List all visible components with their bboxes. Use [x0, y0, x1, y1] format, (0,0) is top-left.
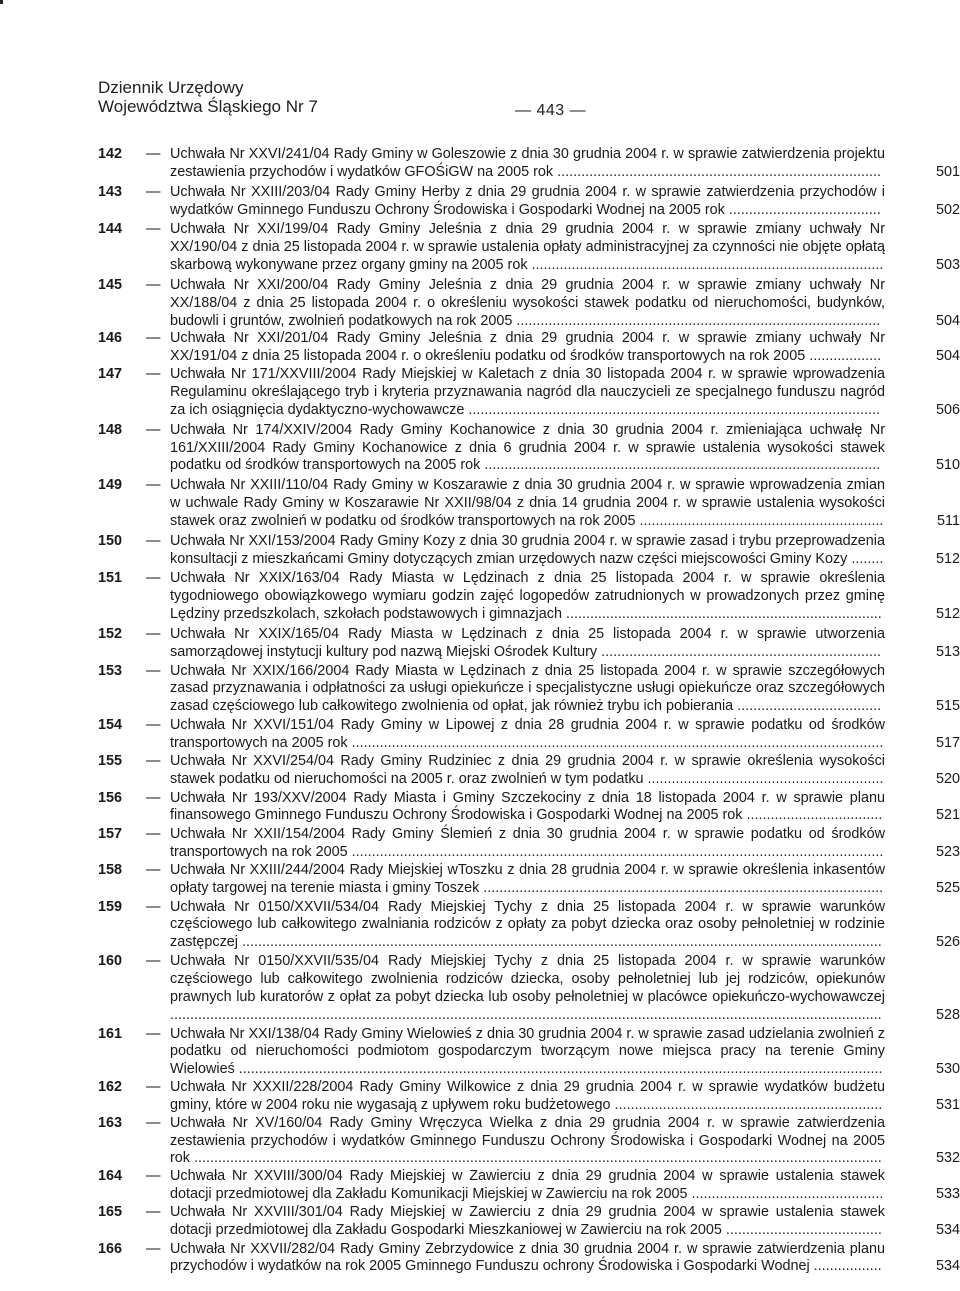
entry-dash: — [146, 366, 161, 383]
entry-page-number: 513 [935, 643, 960, 660]
toc-entry [98, 790, 960, 826]
entry-title: Uchwała Nr 193/XXV/2004 Rady Miasta i Gminy Szczekociny z dnia 18 listopada 2004 r. w sprawie planu finansowego Gminnego Funduszu Ochrony Środowiska i Gospodarki Wodnej na 2005 rok [170, 789, 885, 824]
entry-title: Uchwała Nr XXIII/110/04 Rady Gminy w Koszarawie z dnia 30 grudnia 2004 r. w sprawie wprowadzenia zmian w uchwale Rady Gminy w Koszarawie Nr XXII/98/04 z dnia 14 grudnia 2004 r. w sprawie ustalenia wysokości stawek oraz zwolnień w podatku od środków transportowych na rok 2005 [170, 477, 885, 529]
publication-title-line1: Dziennik Urzędowy [98, 78, 244, 97]
entry-title: Uchwała Nr XXVI/254/04 Rady Gminy Rudziniec z dnia 29 grudnia 2004 r. w sprawie określenia wysokości stawek podatku od nieruchomości na 2005 r. oraz zwolnień w tym podatku [170, 752, 885, 787]
toc-entry [98, 422, 960, 476]
entry-page-number: 525 [935, 879, 960, 896]
dot-leader: ................. [809, 1258, 882, 1275]
entry-title: Uchwała Nr XXI/138/04 Rady Gminy Wielowieś z dnia 30 grudnia 2004 r. w sprawie zasad udzielania zwolnień z podatku od nieruchomości podmiotom gospodarczym tworzącym nowe miejsca pracy na terenie Gminy Wielowieś [170, 1025, 885, 1078]
entry-number: 152 [98, 625, 123, 642]
entry-dash: — [146, 752, 161, 769]
publication-title-line2: Województwa Śląskiego Nr 7 [98, 97, 318, 116]
entry-dash: — [146, 1240, 161, 1257]
entry-page-number: 533 [935, 1186, 960, 1203]
toc-entry [98, 1204, 960, 1240]
entry-title: Uchwała Nr XXIX/165/04 Rady Miasta w Lędzinach z dnia 25 listopada 2004 r. w sprawie utworzenia samorządowej instytucji kultury pod nazwą Miejski Ośrodek Kultury [170, 625, 885, 660]
toc-entry [98, 184, 960, 220]
dot-leader: ........................................................................................... [512, 312, 881, 329]
entry-title: Uchwała Nr XXXII/228/2004 Rady Gminy Wilkowice z dnia 29 grudnia 2004 r. w sprawie wydatków budżetu gminy, które w 2004 roku nie wygasają z upływem roku budżetowego [170, 1079, 885, 1113]
entry-title: Uchwała Nr XXVIII/300/04 Rady Miejskiej w Zawierciu z dnia 29 grudnia 2004 w sprawie ustalenia stawek dotacji przedmiotowej dla Zakładu Komunikacji Miejskiej w Zawierciu na rok 2005 [170, 1168, 885, 1203]
entry-number: 157 [98, 826, 123, 843]
entry-dash: — [146, 953, 161, 970]
toc-entry [98, 953, 960, 1024]
toc-entry [98, 663, 960, 717]
entry-number: 161 [98, 1025, 123, 1042]
entry-number: 147 [98, 366, 123, 383]
dot-leader: ................................................ [687, 1186, 884, 1203]
entry-number: 153 [98, 662, 123, 679]
entry-number: 156 [98, 789, 123, 806]
entry-number: 150 [98, 532, 123, 549]
entry-number: 163 [98, 1114, 123, 1131]
entry-dash: — [146, 625, 161, 642]
entry-dash: — [146, 477, 161, 494]
toc-entry [98, 899, 960, 953]
entry-title: Uchwała Nr XXVII/282/04 Rady Gminy Zebrzydowice z dnia 30 grudnia 2004 r. w sprawie zatwierdzenia planu przychodów i wydatków na rok 2005 Gminnego Funduszu ochrony Środowiska i Gospodarki Wodnej [170, 1240, 885, 1275]
toc-entry [98, 1168, 960, 1204]
entry-number: 142 [98, 146, 123, 162]
entry-number: 164 [98, 1168, 123, 1185]
toc-entry [98, 477, 960, 531]
dot-leader: ............................................................................... [561, 606, 882, 623]
entry-dash: — [146, 146, 161, 162]
dot-leader: .................................. [742, 807, 883, 824]
entry-page-number: 531 [935, 1096, 960, 1113]
toc-entry [98, 146, 960, 182]
dot-leader: ............................................................................................................................................................................ [190, 1150, 882, 1167]
entry-dash: — [146, 276, 161, 293]
entry-page-number: 534 [935, 1258, 960, 1275]
entry-dash: — [146, 826, 161, 843]
entry-title: Uchwała Nr XXI/199/04 Rady Gminy Jeleśnia z dnia 29 grudnia 2004 r. w sprawie zmiany uchwały Nr XX/190/04 z dnia 25 listopada 2004 r. w sprawie ustalenia opłaty administracyjnej za czynności nie objęte opłatą skarbową wykonywane przez organy gminy na 2005 rok [170, 221, 885, 274]
dot-leader: ................................................................................................... [480, 457, 881, 474]
entry-page-number: 512 [935, 550, 960, 567]
entry-page-number: 528 [935, 1006, 960, 1023]
entry-title: Uchwała Nr 0150/XXVII/535/04 Rady Miejskiej Tychy z dnia 25 listopada 2004 r. w sprawie warunków częściowego lub całkowitego zwolnienia rodziców dziecka, osoby pełnoletniej lub jej rodziców, opiekunów prawnych lub kuratorów z opłat za pobyt dziecka lub osoby pełnoletniej w placówce opiekuńczo-wychowawczej [170, 953, 885, 1005]
entry-dash: — [146, 1203, 161, 1220]
entry-page-number: 515 [935, 698, 960, 715]
entry-page-number: 534 [935, 1221, 960, 1238]
entry-number: 155 [98, 752, 123, 769]
toc-entry [98, 1115, 960, 1169]
dot-leader: ........................................................................................ [527, 257, 884, 274]
entry-number: 146 [98, 330, 123, 347]
toc-entry [98, 717, 960, 753]
entry-page-number: 521 [935, 807, 960, 824]
entry-title: Uchwała Nr XXIII/244/2004 Rady Miejskiej wToszku z dnia 28 grudnia 2004 r. w sprawie określenia inkasentów opłaty targowej na terenie miasta i gminy Toszek [170, 861, 885, 896]
dot-leader: ....................................................................................................... [464, 401, 881, 418]
toc-entry [98, 533, 960, 569]
entry-page-number: 501 [935, 163, 960, 180]
entry-number: 145 [98, 276, 123, 293]
entry-page-number: 511 [937, 512, 960, 529]
entry-dash: — [146, 717, 161, 734]
entry-number: 154 [98, 717, 123, 734]
entry-title: Uchwała Nr 171/XXVIII/2004 Rady Miejskiej w Kaletach z dnia 30 listopada 2004 r. w sprawie wprowadzenia Regulaminu określającego tryb i kryteria przyznawania nagród dla nauczycieli ze specjalnego funduszu nagród za ich osiągnięcia dydaktyczno-wychowawcze [170, 366, 885, 418]
entry-title: Uchwała Nr 174/XXIV/2004 Rady Gminy Kochanowice z dnia 30 grudnia 2004 r. zmieniająca uchwałę Nr 161/XXIII/2004 Rady Gminy Kochanowice z dnia 6 grudnia 2004 r. w sprawie ustalenia wysokości stawek podatku od środków transportowych na 2005 rok [170, 421, 885, 474]
entry-title: Uchwała Nr 0150/XXVII/534/04 Rady Miejskiej Tychy z dnia 25 listopada 2004 r. w sprawie warunków częściowego lub całkowitego zwalniania rodziców z opłaty za pobyt dziecka oraz osoby pełnoletniej w rodzinie zastępczej [170, 898, 885, 951]
dot-leader: ............................................................. [635, 512, 884, 529]
entry-page-number: 520 [935, 770, 960, 787]
dot-leader: .................................................................................................................................................................................. [170, 1006, 882, 1023]
entry-dash: — [146, 1025, 161, 1042]
dot-leader: ..................................................................................................................................... [347, 735, 884, 751]
entry-page-number: 523 [935, 844, 960, 861]
toc-entry [98, 366, 960, 420]
toc-entry [98, 1241, 960, 1277]
entry-dash: — [146, 1079, 161, 1096]
entry-dash: — [146, 861, 161, 878]
entry-dash: — [146, 1168, 161, 1185]
entry-page-number: 526 [935, 934, 960, 951]
dot-leader: ................................................................................................................................................................. [234, 1061, 883, 1078]
entry-number: 144 [98, 221, 123, 238]
entry-dash: — [146, 330, 161, 347]
entry-dash: — [146, 570, 161, 587]
dot-leader: ........................................................... [643, 770, 884, 787]
entry-title: Uchwała Nr XXIX/163/04 Rady Miasta w Lędzinach z dnia 25 listopada 2004 r. w sprawie określenia tygodniowego obowiązkowego wymiaru godzin zajęć logopedów zatrudnionych w prowadzonych przez gminę Lędziny przedszkolach, szkołach podstawowych i gimnazjach [170, 570, 885, 623]
corner-mark [0, 0, 3, 4]
entry-page-number: 517 [935, 735, 960, 751]
toc-entry [98, 1079, 960, 1115]
entry-page-number: 506 [935, 401, 960, 418]
entry-page-number: 510 [935, 457, 960, 474]
entry-number: 159 [98, 898, 123, 915]
table-of-contents [98, 146, 960, 1276]
entry-title: Uchwała Nr XXI/200/04 Rady Gminy Jeleśnia z dnia 29 grudnia 2004 r. w sprawie zmiany uchwały Nr XX/188/04 z dnia 25 listopada 2004 r. o określeniu wysokości stawek podatku od nieruchomości, budynków, budowli i gruntów, zwolnień podatkowych na rok 2005 [170, 276, 885, 329]
entry-page-number: 504 [935, 312, 960, 329]
toc-entry [98, 826, 960, 862]
entry-dash: — [146, 532, 161, 549]
toc-entry [98, 753, 960, 789]
entry-number: 166 [98, 1240, 123, 1257]
entry-dash: — [146, 183, 161, 200]
entry-number: 148 [98, 421, 123, 438]
dot-leader: ........ [847, 550, 884, 567]
entry-title: Uchwała Nr XXII/154/2004 Rady Gminy Ślemień z dnia 30 grudnia 2004 r. w sprawie podatku od środków transportowych na rok 2005 [170, 826, 885, 861]
entry-title: Uchwała Nr XXIII/203/04 Rady Gminy Herby z dnia 29 grudnia 2004 r. w sprawie zatwierdzenia przychodów i wydatków Gminnego Funduszu Ochrony Środowiska i Gospodarki Wodnej na 2005 rok [170, 183, 885, 218]
dot-leader: .................................................................................................... [479, 879, 884, 896]
toc-entry [98, 626, 960, 662]
entry-number: 160 [98, 953, 123, 970]
entry-page-number: 530 [935, 1061, 960, 1078]
dot-leader: .................. [805, 348, 882, 365]
toc-entry [98, 277, 960, 331]
entry-number: 162 [98, 1079, 123, 1096]
entry-dash: — [146, 789, 161, 806]
dot-leader: ...................................... [724, 201, 881, 218]
entry-page-number: 532 [935, 1150, 960, 1167]
entry-title: Uchwała Nr XXIX/166/2004 Rady Miasta w Lędzinach z dnia 25 listopada 2004 r. w sprawie szczegółowych zasad przyznawania i odpłatności za usługi opiekuńcze i specjalistyczne usługi opiekuńcze oraz szczegółowych zasad częściowego lub całkowitego zwolnienia od opłat, jak również trybu ich pobierania [170, 662, 885, 715]
entry-title: Uchwała Nr XXVI/151/04 Rady Gminy w Lipowej z dnia 28 grudnia 2004 r. w sprawie podatku od środków transportowych na 2005 rok [170, 717, 885, 751]
entry-number: 151 [98, 570, 123, 587]
entry-title: Uchwała Nr XXVI/241/04 Rady Gminy w Goleszowie z dnia 30 grudnia 2004 r. w sprawie zatwierdzenia projektu zestawienia przychodów i wydatków GFOŚiGW na 2005 rok [170, 146, 885, 180]
entry-dash: — [146, 662, 161, 679]
dot-leader: ....................................... [721, 1221, 882, 1238]
toc-entry [98, 1026, 960, 1080]
entry-dash: — [146, 1114, 161, 1131]
entry-page-number: 503 [935, 257, 960, 274]
entry-number: 149 [98, 477, 123, 494]
entry-title: Uchwała Nr XXI/153/2004 Rady Gminy Kozy z dnia 30 grudnia 2004 r. w sprawie zasad i trybu przeprowadzenia konsultacji z mieszkańcami Gminy dotyczących zmian urzędowych nazw części miejscowości Gminy Kozy [170, 532, 885, 567]
entry-dash: — [146, 221, 161, 238]
entry-page-number: 512 [935, 606, 960, 623]
entry-title: Uchwała Nr XV/160/04 Rady Gminy Wręczyca Wielka z dnia 29 grudnia 2004 r. w sprawie zatwierdzenia zestawienia przychodów i wydatków Gminnego Funduszu Ochrony Środowiska i Gospodarki Wodnej na 2005 rok [170, 1114, 885, 1167]
toc-entry [98, 570, 960, 624]
dot-leader: ................................................................... [610, 1096, 883, 1113]
page-number: — 443 — [515, 102, 587, 119]
toc-entry [98, 862, 960, 898]
entry-dash: — [146, 421, 161, 438]
entry-number: 143 [98, 183, 123, 200]
dot-leader: ................................................................................................................................................................ [238, 934, 882, 951]
dot-leader: ................................................................................. [553, 163, 881, 180]
entry-page-number: 504 [935, 348, 960, 365]
entry-title: Uchwała Nr XXVIII/301/04 Rady Miejskiej w Zawierciu z dnia 29 grudnia 2004 w sprawie ustalenia stawek dotacji przedmiotowej dla Zakładu Gospodarki Mieszkaniowej w Zawierciu na rok 2005 [170, 1203, 885, 1238]
entry-dash: — [146, 898, 161, 915]
page-header [98, 78, 878, 138]
entry-page-number: 502 [935, 201, 960, 218]
entry-number: 165 [98, 1203, 123, 1220]
toc-entry [98, 221, 960, 275]
toc-entry [98, 330, 960, 366]
dot-leader: ..................................................................................................................................... [347, 844, 884, 861]
entry-number: 158 [98, 861, 123, 878]
dot-leader: ...................................................................... [597, 643, 881, 660]
entry-title: Uchwała Nr XXI/201/04 Rady Gminy Jeleśnia z dnia 29 grudnia 2004 r. w sprawie zmiany uchwały Nr XX/191/04 z dnia 25 listopada 2004 r. o określeniu podatku od środków transportowych na rok 2005 [170, 330, 885, 365]
dot-leader: .................................... [733, 698, 882, 715]
